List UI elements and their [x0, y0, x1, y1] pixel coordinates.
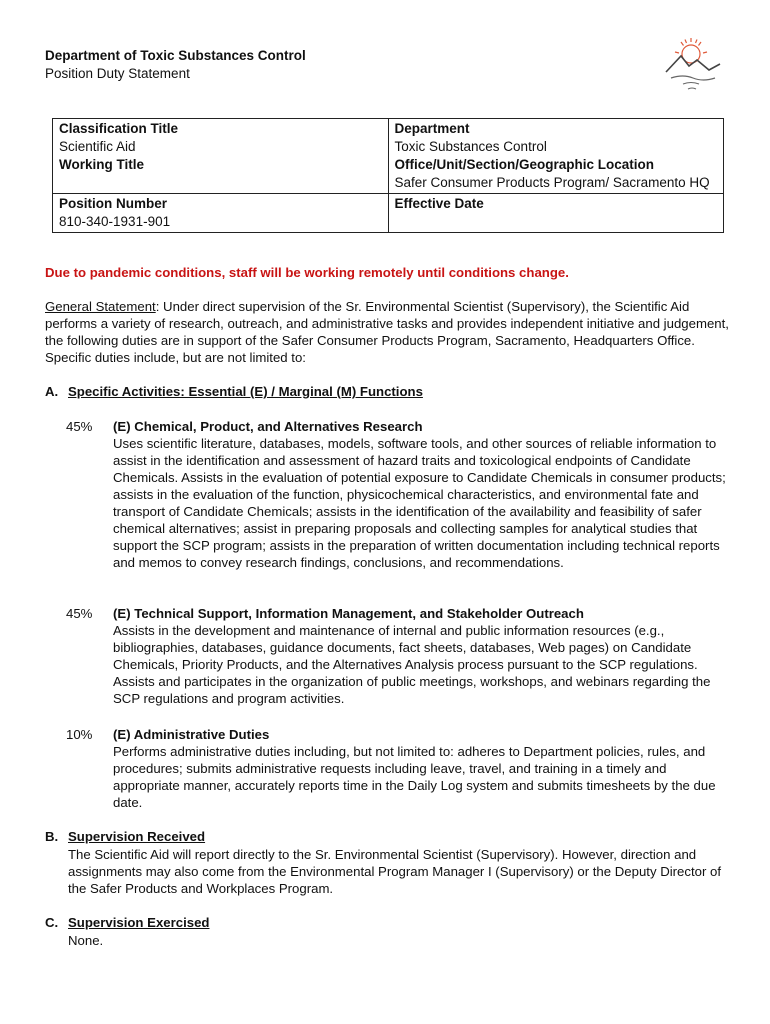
section-b-letter: B. — [45, 829, 59, 844]
duty-item — [66, 418, 726, 571]
section-c-text: None. — [68, 933, 104, 948]
section-a-title: Specific Activities: Essential (E) / Marginal (M) Functions — [68, 384, 423, 399]
general-statement-colon: : — [155, 299, 160, 314]
position-info-table — [52, 118, 724, 233]
duty-percent: 10% — [66, 727, 93, 742]
position-number-cell — [53, 194, 389, 233]
section-a-heading — [45, 383, 423, 400]
position-number-label: Position Number — [59, 196, 168, 211]
classification-label: Classification Title — [59, 121, 179, 136]
department-label: Department — [394, 121, 470, 136]
duty-item — [66, 605, 726, 707]
dtsc-logo-icon — [663, 34, 723, 96]
department-value: Toxic Substances Control — [394, 139, 547, 154]
duty-heading: (E) Technical Support, Information Management, and Stakeholder Outreach — [113, 606, 584, 621]
duty-item — [66, 726, 726, 811]
classification-value: Scientific Aid — [59, 139, 136, 154]
section-c-letter: C. — [45, 915, 59, 930]
classification-cell — [53, 119, 389, 194]
general-statement-label: General Statement — [45, 299, 156, 314]
duty-heading: (E) Chemical, Product, and Alternatives Research — [113, 419, 423, 434]
working-title-label: Working Title — [59, 157, 145, 172]
section-c-heading — [45, 914, 209, 931]
position-number-value: 810-340-1931-901 — [59, 214, 171, 229]
duty-percent: 45% — [66, 606, 93, 621]
general-statement-text: Under direct supervision of the Sr. Environmental Scientist (Supervisory), the Scientific Aid performs a variety of research, outreach, and administrative tasks and provides independent initiative and judgement, the following duties are in support of the Safer Consumer Products Program, Sacramento, Headquarters Office. Specific duties include, but are not limited to: — [45, 299, 729, 365]
department-cell — [388, 119, 724, 194]
effective-date-cell — [388, 194, 724, 233]
section-b-title: Supervision Received — [68, 829, 206, 844]
section-b-heading — [45, 828, 205, 845]
document-type: Position Duty Statement — [45, 66, 190, 81]
duty-text: Uses scientific literature, databases, models, software tools, and other sources of reliable information to assist in the identification and assessment of hazard traits and toxicological endpoints of Candidate Chemicals. Assists in the evaluation of potential exposure to Candidate Chemicals in consumer products; assists in the evaluation of the function, physicochemical characteristics, and environmental fate and transport of Candidate Chemicals; assists in the identification of the availability and feasibility of safer chemical alternatives; assist in preparing proposals and collecting samples for analytical studies that support the SCP program; assists in the preparation of written documentation including technical reports and memos to convey research findings, conclusions, and recommendations. — [113, 436, 726, 570]
effective-date-label: Effective Date — [394, 196, 484, 211]
pandemic-notice: Due to pandemic conditions, staff will be working remotely until conditions change. — [45, 265, 569, 280]
duty-percent: 45% — [66, 419, 93, 434]
section-b-text: The Scientific Aid will report directly to the Sr. Environmental Scientist (Supervisory). However, direction and assignments may also come from the Environmental Program Manager I (Supervisory) or the Deputy Director of the Safer Products and Workplaces Program. — [68, 847, 722, 896]
section-c-title: Supervision Exercised — [68, 915, 210, 930]
office-label: Office/Unit/Section/Geographic Location — [394, 157, 655, 172]
office-value: Safer Consumer Products Program/ Sacramento HQ — [394, 175, 710, 190]
general-statement — [45, 298, 735, 366]
section-a-letter: A. — [45, 384, 59, 399]
duty-text: Performs administrative duties including, but not limited to: adheres to Department policies, rules, and procedures; submits administrative requests including leave, travel, and training in a timely and appropriate manner, accurately reports time in the Daily Log system and submits timesheets by the due date. — [113, 744, 716, 810]
org-name: Department of Toxic Substances Control — [45, 48, 306, 63]
duty-text: Assists in the development and maintenance of internal and public information resources (e.g., bibliographies, databases, guidance documents, fact sheets, databases, Web pages) on Candidate Chemicals, Priority Products, and the Alternatives Analysis process pursuant to the SCP regulations. Assists and participates in the organization of public meetings, workshops, and webinars regarding the SCP regulations and program activities. — [113, 623, 711, 706]
duty-heading: (E) Administrative Duties — [113, 727, 270, 742]
